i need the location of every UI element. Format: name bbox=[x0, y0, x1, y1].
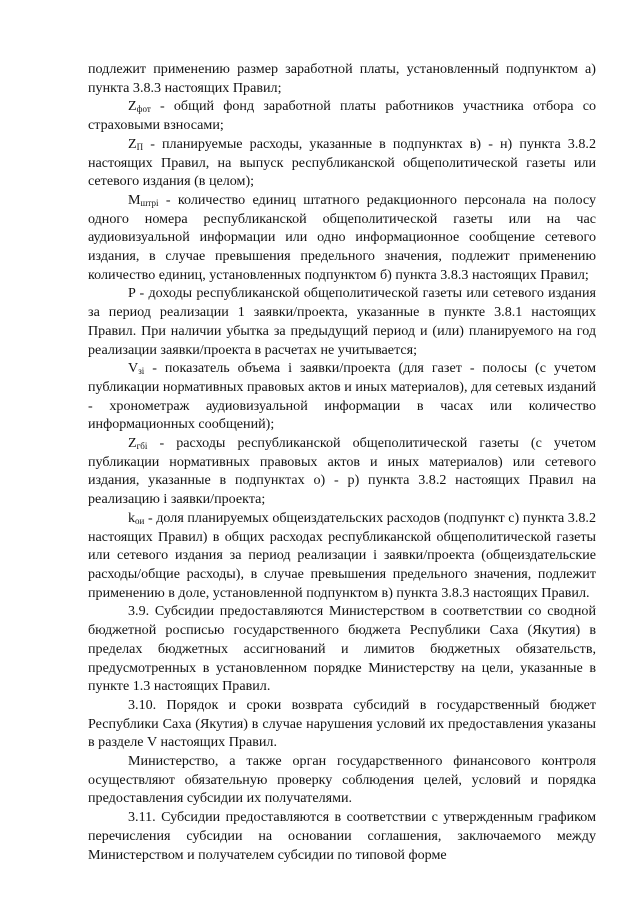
paragraph-p3 bbox=[88, 191, 596, 285]
paragraph-p9 bbox=[88, 696, 596, 752]
paragraph-text: - количество единиц штатного редакционного персонала на полосу одного номера республиканской общеполитической газеты или на час аудиовизуальной информации или одно информационное сообщение сетевого издания, в случае превышения предельного значения, подлежит применению количество единиц, установленных подпунктом б) пункта 3.8.3 настоящих Правил; bbox=[88, 191, 596, 283]
paragraph-text: 3.11. Субсидии предоставляются в соответствии с утвержденным графиком перечисления субсидии на основании соглашения, заключаемого между Министерством и получателем субсидии по типовой форме bbox=[88, 809, 596, 863]
variable-subscript: штрi bbox=[140, 197, 159, 208]
variable-subscript: фот bbox=[136, 104, 151, 115]
paragraph-p0 bbox=[88, 60, 596, 97]
variable-subscript: П bbox=[136, 141, 144, 152]
variable-symbol: V bbox=[128, 360, 139, 377]
paragraph-p6 bbox=[88, 434, 596, 509]
paragraph-text: - расходы республиканской общеполитической газеты (с учетом публикации нормативных правовых актов и иных материалов) или сетевого издания, указанные в подпунктах о) - р) пункта 3.8.2 настоящих Правил на реализацию i заявки/проекта; bbox=[88, 435, 596, 508]
variable-subscript: гбi bbox=[136, 441, 148, 452]
variable-symbol: Z bbox=[128, 135, 137, 152]
paragraph-text: - общий фонд заработной платы работников участника отбора со страховыми взносами; bbox=[88, 98, 596, 134]
variable-symbol: k bbox=[128, 509, 136, 526]
variable-symbol: Z bbox=[128, 98, 137, 115]
paragraph-p11 bbox=[88, 808, 596, 864]
paragraph-text: P - доходы республиканской общеполитической газеты или сетевого издания за период реализации 1 заявки/проекта, указанные в пункте 3.8.1 настоящих Правил. При наличии убытка за предыдущий период и (или) планируемого на год реализации заявки/проекта в расчетах не учитывается; bbox=[88, 285, 596, 358]
paragraph-p5 bbox=[88, 359, 596, 434]
variable-symbol: Z bbox=[128, 435, 137, 452]
variable-subscript: ои bbox=[135, 515, 145, 526]
paragraph-text: Министерство, а также орган государственного финансового контроля осуществляют обязательную проверку соблюдения целей, условий и порядка предоставления субсидии их получателями. bbox=[88, 753, 596, 807]
paragraph-text: - показатель объема i заявки/проекта (для газет - полосы (с учетом публикации нормативных правовых актов и иных материалов), для сетевых изданий - хронометраж аудиовизуальной информации в часах или количество информационных сообщений); bbox=[88, 360, 596, 433]
paragraph-text: подлежит применению размер заработной платы, установленный подпунктом а) пункта 3.8.3 настоящих Правил; bbox=[88, 61, 596, 96]
paragraph-p10 bbox=[88, 752, 596, 808]
variable-symbol: M bbox=[128, 191, 141, 208]
variable-subscript: зi bbox=[138, 366, 145, 377]
document-page bbox=[88, 60, 596, 864]
paragraph-text: 3.9. Субсидии предоставляются Министерством в соответствии со сводной бюджетной росписью государственного бюджета Республики Саха (Якутия) в пределах бюджетных ассигнований и лимитов бюджетных обязательств, предусмотренных в установленном порядке Министерству на цели, указанные в пункте 1.3 настоящих Правил. bbox=[88, 603, 596, 695]
paragraph-text: - доля планируемых общеиздательских расходов (подпункт с) пункта 3.8.2 настоящих Правил) в общих расходах республиканской общеполитической газеты или сетевого издания за период реализации i заявки/проекта (общеиздательские расходы/общие расходы), в случае превышения предельного значения, подлежит применению в доле, установленной подпунктом в) пункта 3.8.3 настоящих Правил. bbox=[88, 509, 596, 601]
paragraph-p4 bbox=[88, 284, 596, 359]
paragraph-text: 3.10. Порядок и сроки возврата субсидий в государственный бюджет Республики Саха (Якутия) в случае нарушения условий их предоставления указаны в разделе V настоящих Правил. bbox=[88, 696, 596, 751]
paragraph-p7 bbox=[88, 509, 596, 603]
paragraph-p1 bbox=[88, 97, 596, 134]
paragraph-p8 bbox=[88, 602, 596, 696]
paragraph-text: - планируемые расходы, указанные в подпунктах в) - н) пункта 3.8.2 настоящих Правил, на выпуск республиканской общеполитической газеты или сетевого издания (в целом); bbox=[88, 135, 596, 190]
paragraph-p2 bbox=[88, 135, 596, 191]
